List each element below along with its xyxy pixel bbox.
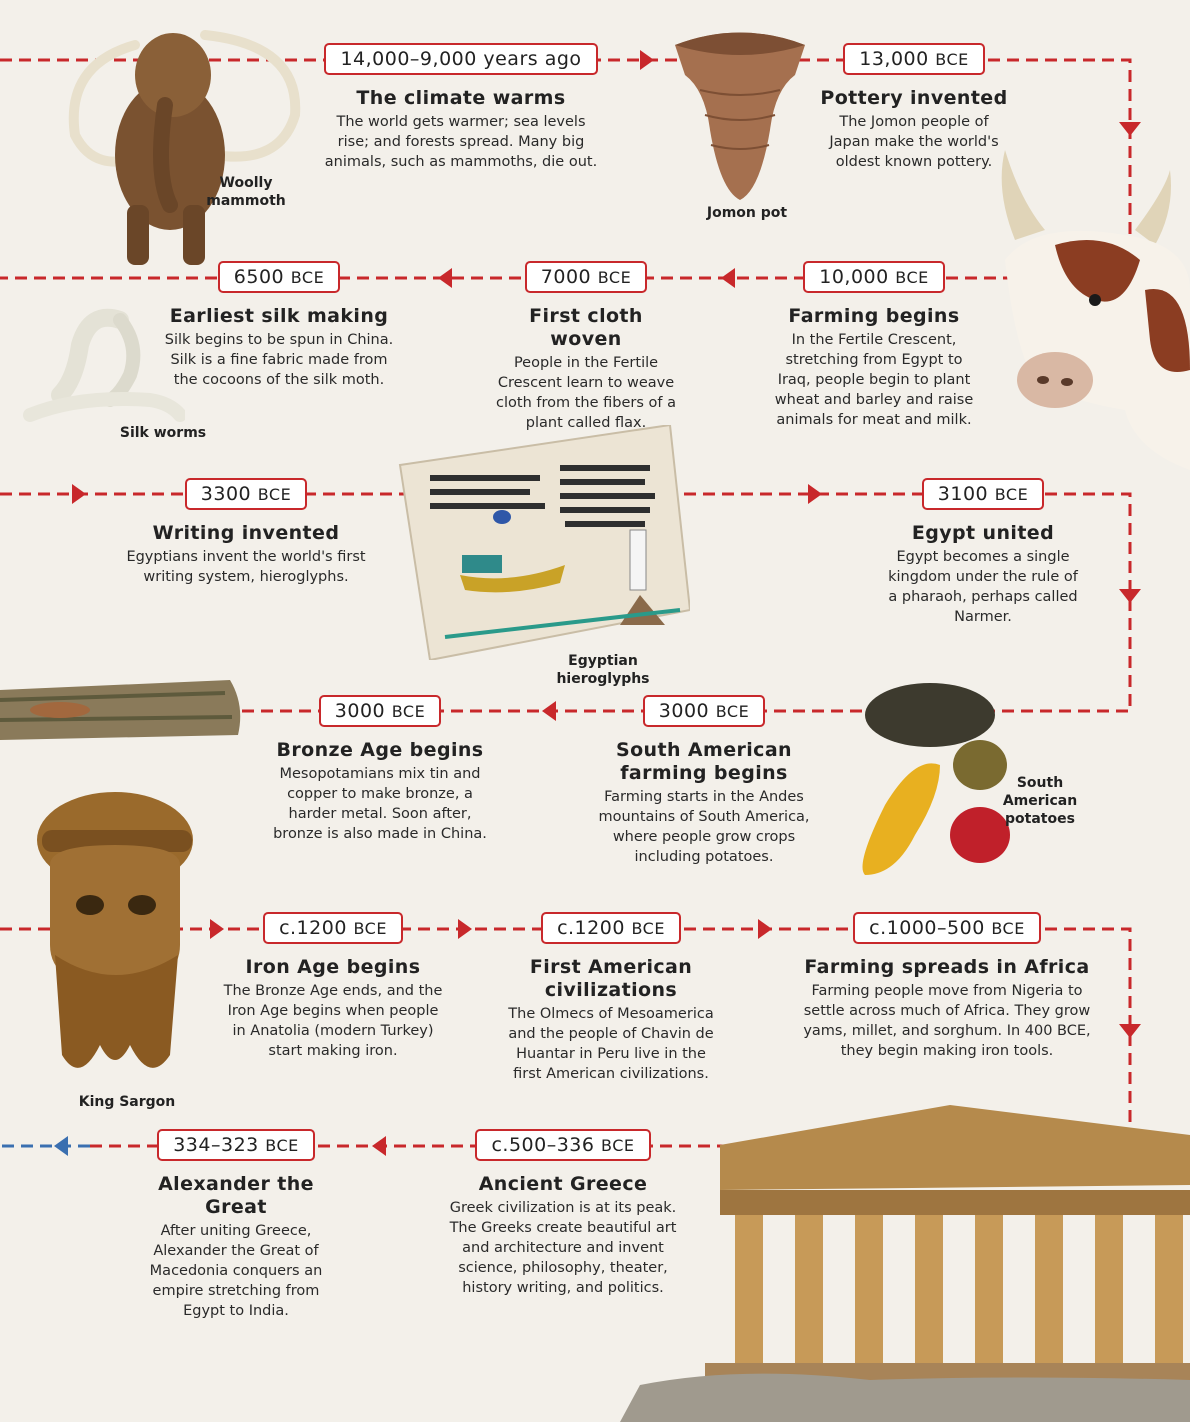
arrow-right-icon: [640, 50, 654, 70]
event-egypt: [885, 478, 1081, 627]
event-description: Mesopotamians mix tin and copper to make bronze, a harder metal. Soon after, bronze is also made in China.: [273, 765, 487, 842]
date-badge: 3300 BCE: [185, 478, 307, 510]
event-title: Egypt united: [911, 522, 1055, 544]
event-description: Farming people move from Nigeria to settle across much of Africa. They grow yams, millet, and sorghum. In 400 BCE, they begin making iron tools.: [803, 982, 1091, 1059]
event-title: Writing invented: [152, 522, 340, 544]
event-alexander: [148, 1129, 324, 1321]
hieroglyphs-label: Egyptian hieroglyphs: [556, 653, 650, 687]
event-writing: [125, 478, 367, 587]
event-description: The Jomon people of Japan make the world's oldest known pottery.: [829, 113, 999, 170]
event-title: Farming spreads in Africa: [804, 956, 1090, 978]
event-title: First cloth woven: [529, 305, 643, 350]
arrow-left-icon: [721, 268, 735, 288]
jomon-label: Jomon pot: [706, 205, 788, 221]
date-badge: c.1200 BCE: [263, 912, 403, 944]
date-badge: 10,000 BCE: [803, 261, 945, 293]
arrow-right-icon: [72, 484, 86, 504]
date-badge: 7000 BCE: [525, 261, 647, 293]
event-title: First American civilizations: [529, 956, 693, 1001]
parthenon-icon: [620, 1105, 1190, 1422]
event-title: South American farming begins: [616, 739, 792, 784]
arrow-right-icon: [458, 919, 472, 939]
event-farming: [772, 261, 976, 430]
event-description: After uniting Greece, Alexander the Great of Macedonia conquers an empire stretching from Egypt to India.: [149, 1222, 323, 1319]
event-description: The Olmecs of Mesoamerica and the people of Chavin de Huantar in Peru live in the first American civilizations.: [508, 1005, 714, 1082]
event-climate: [320, 43, 602, 172]
event-description: The world gets warmer; sea levels rise; and forests spread. Many big animals, such as mammoths, die out.: [324, 113, 598, 170]
event-cloth: [492, 261, 680, 433]
event-title: The climate warms: [356, 87, 566, 109]
arrow-left-icon: [438, 268, 452, 288]
arrow-left-blue-icon: [54, 1136, 68, 1156]
date-badge: 14,000–9,000 years ago: [324, 43, 597, 75]
arrow-down-icon: [1119, 589, 1141, 603]
date-badge: 3000 BCE: [643, 695, 765, 727]
event-description: Silk begins to be spun in China. Silk is a fine fabric made from the cocoons of the silk moth.: [164, 331, 394, 388]
event-american: [500, 912, 722, 1084]
event-silk: [158, 261, 400, 390]
mammoth-icon: [55, 5, 305, 275]
event-description: In the Fertile Crescent, stretching from Egypt to Iraq, people begin to plant wheat and barley and raise animals for meat and milk.: [774, 331, 974, 428]
date-badge: 3000 BCE: [319, 695, 441, 727]
event-description: Egypt becomes a single kingdom under the rule of a pharaoh, perhaps called Narmer.: [888, 548, 1078, 625]
event-bronze: [262, 695, 498, 844]
event-greece: [448, 1129, 678, 1298]
date-badge: c.1000–500 BCE: [853, 912, 1041, 944]
potatoes-label: South American potatoes: [1002, 775, 1078, 827]
date-badge: 13,000 BCE: [843, 43, 985, 75]
date-badge: 334–323 BCE: [157, 1129, 315, 1161]
sargon-label: King Sargon: [78, 1094, 176, 1110]
event-title: Ancient Greece: [478, 1173, 648, 1195]
event-title: Bronze Age begins: [276, 739, 484, 761]
arrow-right-icon: [808, 484, 822, 504]
date-badge: 6500 BCE: [218, 261, 340, 293]
arrow-left-icon: [542, 701, 556, 721]
event-title: Earliest silk making: [169, 305, 389, 327]
date-badge: 3100 BCE: [922, 478, 1044, 510]
arrow-right-icon: [758, 919, 772, 939]
event-pottery: [820, 43, 1008, 172]
mammoth-label: Woolly mammoth: [206, 175, 286, 209]
event-south-america: [598, 695, 810, 867]
bronze-bar-icon: [0, 675, 245, 745]
event-title: Iron Age begins: [245, 956, 421, 978]
event-title: Pottery invented: [820, 87, 1008, 109]
potatoes-icon: [845, 675, 1010, 880]
event-iron: [222, 912, 444, 1061]
event-title: Alexander the Great: [158, 1173, 314, 1218]
jomon-pot-icon: [665, 20, 815, 205]
papyrus-icon: [390, 425, 690, 660]
date-badge: c.500–336 BCE: [475, 1129, 650, 1161]
event-description: Greek civilization is at its peak. The Greeks create beautiful art and architecture and invent science, philosophy, theater, history writing, and politics.: [449, 1199, 677, 1296]
cow-icon: [975, 150, 1190, 470]
event-africa: [802, 912, 1092, 1061]
event-description: Egyptians invent the world's first writing system, hieroglyphs.: [126, 548, 366, 585]
event-description: The Bronze Age ends, and the Iron Age begins when people in Anatolia (modern Turkey) start making iron.: [223, 982, 443, 1059]
silkworms-label: Silk worms: [119, 425, 207, 441]
sargon-head-icon: [30, 785, 205, 1085]
arrow-left-icon: [372, 1136, 386, 1156]
arrow-down-icon: [1119, 122, 1141, 136]
date-badge: c.1200 BCE: [541, 912, 681, 944]
arrow-down-icon: [1119, 1024, 1141, 1038]
event-description: People in the Fertile Crescent learn to weave cloth from the fibers of a plant called flax.: [496, 354, 676, 431]
event-title: Farming begins: [788, 305, 960, 327]
event-description: Farming starts in the Andes mountains of South America, where people grow crops including potatoes.: [598, 788, 810, 865]
